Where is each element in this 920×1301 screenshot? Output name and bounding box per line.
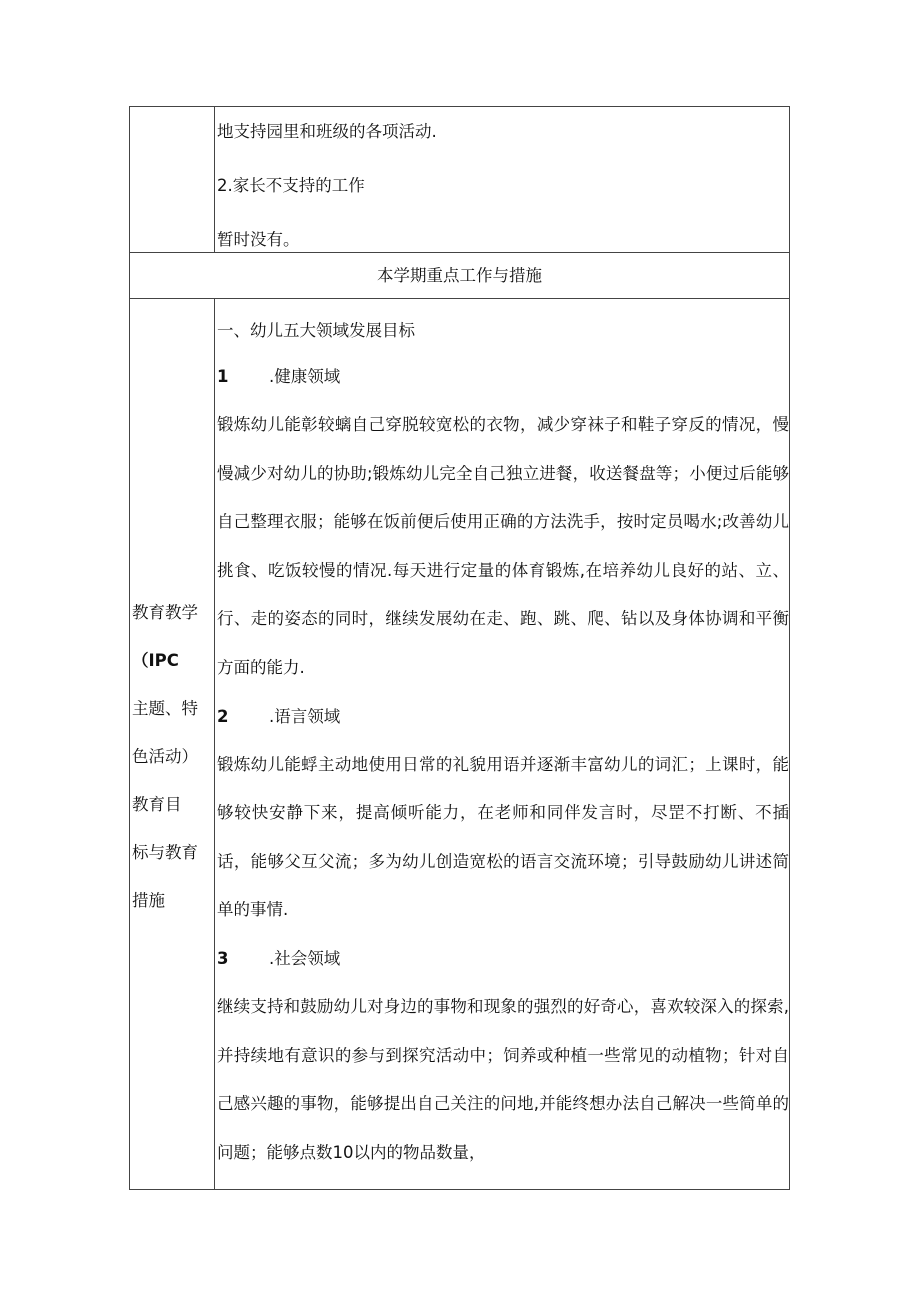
health-heading [217,365,789,389]
social-number: 3 [217,948,229,968]
health-text: 锻炼幼儿能彰较螭自己穿脱较宽松的衣物，减少穿袜子和鞋子穿反的情况，慢慢减少对幼儿的协助;锻炼幼儿完全自己独立进餐，收送餐盘等；小便过后能够自己整理衣服；能够在饭前便后使用正确的方法洗手，按时定员喝水;改善幼儿挑食、吃饭较慢的情况.每天进行定量的体育锻炼,在培养幼儿良好的站、立、行、走的姿态的同时，继续发展幼在走、跑、跳、爬、钻以及身体协调和平衡方面的能力. [217,415,789,677]
social-title: .社会领域 [269,948,341,968]
document-table [129,106,790,1190]
parent-not-support-heading: 2.家长不支持的工作 [217,176,365,195]
teaching-label-line: 色活动） [132,747,198,767]
language-text: 锻炼幼儿能蜉主动地使用日常的礼貌用语并逐渐丰富幼儿的词汇；上课时，能够较快安静下来，提高倾听能力，在老师和同伴发言时，尽罡不打断、不插话，能够父互父流；多为幼儿创造宽松的语言交流环境；引导鼓励幼儿讲述简单的事情. [217,754,789,920]
teaching-row [130,299,790,1190]
language-heading [217,705,789,729]
parent-not-support-text: 暂时没有。 [217,230,300,249]
empty-left-cell [130,107,215,253]
teaching-label-line: （IPC [132,651,179,671]
teaching-label-line: 教育目 [132,795,182,815]
language-title: .语言领域 [269,706,341,726]
teaching-label-line: 措施 [132,891,165,911]
social-heading [217,947,789,971]
goals-heading: 一、幼儿五大领域发展目标 [217,321,415,340]
language-number: 2 [217,706,229,726]
teaching-label-line: 主题、特 [132,699,198,719]
social-text: 继续支持和鼓励幼儿对身边的事物和现象的强烈的好奇心，喜欢较深入的探索,并持续地有意识的参与到探究活动中；饲养或种植一些常见的动植物；针对自己感兴趣的事物，能够提出自己关注的问地,并能终想办法自己解决一些简单的问题；能够点数10以内的物品数量， [217,996,789,1162]
parent-support-row [130,107,790,253]
section-header-row [130,253,790,299]
health-title: .健康领域 [269,367,341,386]
teaching-label-line: 教育教学 [132,603,198,623]
parent-support-cell [215,107,790,253]
parent-support-line: 地支持园里和班级的各项活动. [217,122,437,141]
teaching-label-line: 标与教育 [132,843,198,863]
health-number: 1 [217,367,229,386]
teaching-label-cell [130,299,215,1190]
section-header: 本学期重点工作与措施 [130,253,790,299]
teaching-content-cell [215,299,790,1190]
